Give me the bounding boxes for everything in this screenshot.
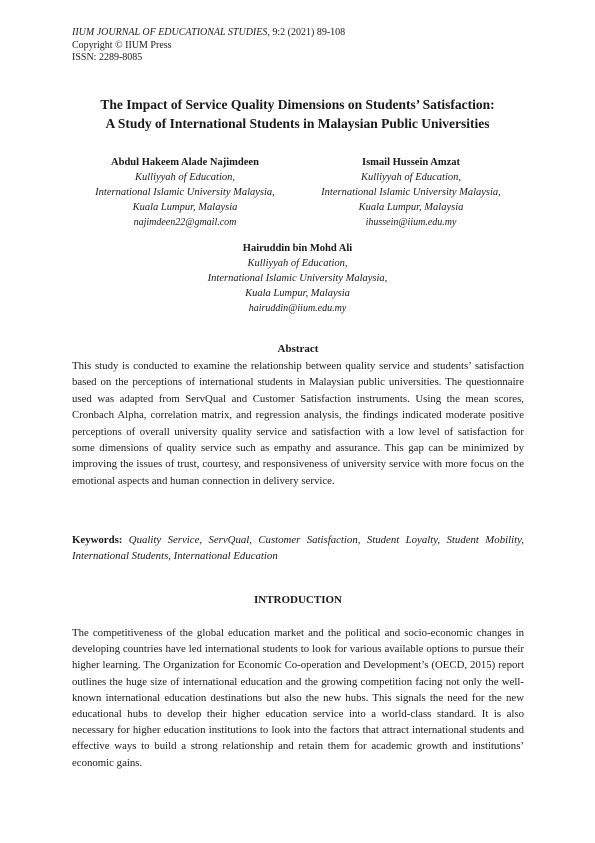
journal-issue: , 9:2 (2021) 89-108 — [267, 27, 346, 38]
author-city: Kuala Lumpur, Malaysia — [245, 288, 350, 299]
author-name: Abdul Hakeem Alade Najimdeen — [111, 157, 259, 168]
author-block-1 — [72, 155, 298, 230]
issn-line: ISSN: 2289-8085 — [72, 52, 143, 63]
author-university: International Islamic University Malaysia, — [321, 187, 501, 198]
author-name: Ismail Hussein Amzat — [361, 157, 460, 168]
journal-citation — [72, 27, 345, 40]
author-email[interactable]: najimdeen22@gmail.com — [133, 217, 237, 228]
author-university: International Islamic University Malaysia, — [207, 273, 388, 284]
author-department: Kulliyyah of Education, — [360, 172, 462, 183]
introduction-text: The competitiveness of the global education market and the political and socio-economic changes in developing countries have led international students to look for various available options to pursue their higher learning. The Organization for Economic Co-operation and Development’s (OECD, 2015) report outlines the huge size of international education and the growing competition facing not only the well-known international education destinations but also the new hubs. This signals the need for the new educational hubs to develop their higher education service into a world-class standard. It is also necessary for higher education institutions to look into the factors that attract international students and effective ways to build a strong relationship and retain them for academic growth and institutions’ economic gains. — [72, 627, 524, 769]
abstract-heading: Abstract — [277, 343, 319, 355]
journal-header — [72, 27, 345, 65]
author-block-2 — [298, 155, 524, 230]
author-department: Kulliyyah of Education, — [247, 258, 348, 269]
abstract-text: This study is conducted to examine the relationship between quality service and students’ satisfaction based on the perceptions of international students in Malaysian public universities. The questionnaire used was adapted from ServQual and Customer Satisfaction instruments. Using the mean scores, Cronbach Alpha, correlation matrix, and regression analysis, the findings indicated moderate positive perceptions of overall university quality service and satisfaction with a low level of satisfaction for some dimensions of quality service such as empathy and assurance. This gap can be minimized by improving the issues of trust, courtesy, and responsiveness of university service with more focus on the emotional aspects and human connection in delivery service. — [72, 360, 524, 487]
author-city: Kuala Lumpur, Malaysia — [132, 202, 238, 213]
keywords-list: Quality Service, ServQual, Customer Satisfaction, Student Loyalty, Student Mobility, International Students, International Education — [72, 534, 524, 563]
author-department: Kulliyyah of Education, — [134, 172, 236, 183]
paper-title-line-1: The Impact of Service Quality Dimensions on Students’ Satisfaction: — [100, 97, 495, 112]
author-block-3 — [150, 241, 445, 316]
keywords-paragraph — [72, 532, 524, 565]
author-email[interactable]: ihussein@iium.edu.my — [365, 217, 457, 228]
paper-title-line-2: A Study of International Students in Malaysian Public Universities — [105, 116, 490, 131]
introduction-heading: INTRODUCTION — [253, 594, 342, 606]
paper-title — [60, 95, 535, 133]
author-university: International Islamic University Malaysia, — [95, 187, 275, 198]
author-city: Kuala Lumpur, Malaysia — [358, 202, 464, 213]
author-email[interactable]: hairuddin@iium.edu.my — [248, 303, 347, 314]
copyright-line: Copyright © IIUM Press — [72, 39, 172, 51]
journal-title: IIUM JOURNAL OF EDUCATIONAL STUDIES — [72, 27, 268, 38]
keywords-label: Keywords: — [72, 534, 123, 546]
author-name: Hairuddin bin Mohd Ali — [242, 243, 353, 254]
